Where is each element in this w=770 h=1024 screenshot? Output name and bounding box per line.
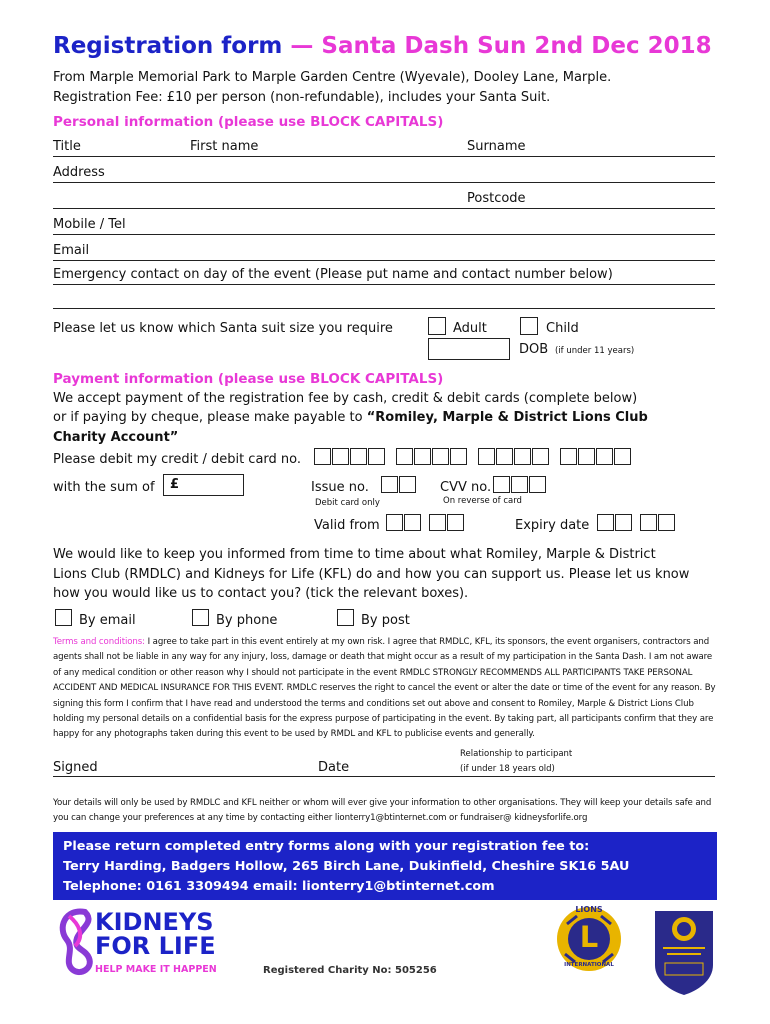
postcode-label: Postcode bbox=[467, 191, 526, 206]
lions-letter: L bbox=[579, 920, 599, 954]
card-digit-box[interactable] bbox=[514, 448, 531, 465]
return-banner bbox=[53, 832, 717, 900]
expiry-date-box[interactable] bbox=[597, 514, 614, 531]
expiry-date-label: Expiry date bbox=[515, 518, 590, 533]
privacy-footnote: Your details will only be used by RMDLC and KFL neither or whom will ever give your information to other organisations. They will keep your details safe and you can change your preferences at any time by contacting either lionterry1@btinternet.com or fundraiser@ kidneysforlife.org bbox=[53, 798, 712, 823]
intro-fee: Registration Fee: £10 per person (non-refundable), includes your Santa Suit. bbox=[53, 90, 551, 105]
email-pref-label: By email bbox=[79, 613, 136, 628]
charity-number: Registered Charity No: 505256 bbox=[263, 965, 437, 976]
kidney-ribbon-icon bbox=[55, 906, 97, 976]
date-label: Date bbox=[318, 760, 350, 775]
adult-checkbox[interactable] bbox=[428, 317, 446, 335]
terms-text: Terms and conditions: I agree to take part in this event entirely at my own risk. I agree that RMDLC, KFL, its sponsors, the event organisers, contractors and agents shall not be liable in any way for any injury, loss, damage or death that might occur as a result of my participation in the Santa Dash. I am not aware of any medical condition or other reason why I should not participate in the event RMDLC STRONGLY RECOMMENDS ALL PARTICIPANTS TAKE PERSONAL ACCIDENT AND MEDICAL INSURANCE FOR THIS EVENT. RMDLC reserves the right to cancel the event or alter the date or time of the event for any reason. By signing this form I confirm that I have read and understood the terms and conditions set out above and consent to Romiley, Marple & District Lions Club holding my personal details on a confidential basis for the express purpose of participating in the event. By taking part, all participants confirm that they are happy for any photographs taken during this event to be used by RMDL and KFL to publicise events and generally. bbox=[53, 637, 716, 740]
post-pref-checkbox[interactable] bbox=[337, 609, 354, 626]
emergency-label: Emergency contact on day of the event (Please put name and contact number below) bbox=[53, 267, 613, 282]
cvv-digit-box[interactable] bbox=[511, 476, 528, 493]
expiry-date-box[interactable] bbox=[615, 514, 632, 531]
issue-note: Debit card only bbox=[315, 498, 380, 508]
child-checkbox[interactable] bbox=[520, 317, 538, 335]
club-crest-logo bbox=[653, 909, 715, 997]
cvv-note: On reverse of card bbox=[443, 496, 522, 506]
suit-question: Please let us know which Santa suit size you require bbox=[53, 321, 393, 336]
card-digit-box[interactable] bbox=[350, 448, 367, 465]
first-name-label: First name bbox=[190, 139, 259, 154]
child-label: Child bbox=[546, 321, 579, 336]
card-digit-box[interactable] bbox=[560, 448, 577, 465]
payment-text-3: Charity Account” bbox=[53, 430, 179, 445]
lions-bottom-text: INTERNATIONAL bbox=[564, 962, 614, 968]
card-digit-box[interactable] bbox=[450, 448, 467, 465]
card-digit-box[interactable] bbox=[478, 448, 495, 465]
title-label: Title bbox=[53, 139, 81, 154]
banner-line-3: Telephone: 0161 3309494 email: lionterry1@btinternet.com bbox=[63, 879, 495, 894]
card-digit-box[interactable] bbox=[314, 448, 331, 465]
cvv-label: CVV no. bbox=[440, 480, 492, 495]
emergency-line-2[interactable] bbox=[53, 308, 715, 309]
postcode-line[interactable] bbox=[53, 208, 715, 209]
card-digit-box[interactable] bbox=[532, 448, 549, 465]
card-digit-box[interactable] bbox=[596, 448, 613, 465]
card-digit-box[interactable] bbox=[578, 448, 595, 465]
card-digit-box[interactable] bbox=[614, 448, 631, 465]
email-pref-checkbox[interactable] bbox=[55, 609, 72, 626]
expiry-date-box[interactable] bbox=[658, 514, 675, 531]
payment-text-2: or if paying by cheque, please make payable to “Romiley, Marple & District Lions Club bbox=[53, 410, 648, 425]
issue-label: Issue no. bbox=[311, 480, 369, 495]
phone-pref-label: By phone bbox=[216, 613, 278, 628]
card-digit-box[interactable] bbox=[432, 448, 449, 465]
relationship-note: (if under 18 years old) bbox=[460, 764, 555, 774]
dob-label: DOB bbox=[519, 342, 549, 357]
intro-route: From Marple Memorial Park to Marple Garden Centre (Wyevale), Dooley Lane, Marple. bbox=[53, 70, 612, 85]
contact-text-1: We would like to keep you informed from time to time about what Romiley, Marple & District bbox=[53, 547, 656, 562]
sum-label: with the sum of bbox=[53, 480, 155, 495]
signature-line[interactable] bbox=[53, 776, 715, 777]
valid-from-box[interactable] bbox=[404, 514, 421, 531]
email-label: Email bbox=[53, 243, 90, 258]
lions-logo bbox=[555, 904, 623, 974]
contact-text-3: how you would like us to contact you? (tick the relevant boxes). bbox=[53, 586, 469, 601]
kfl-line-2: FOR LIFE bbox=[95, 932, 216, 960]
cvv-digit-box[interactable] bbox=[529, 476, 546, 493]
valid-from-box[interactable] bbox=[429, 514, 446, 531]
banner-line-2: Terry Harding, Badgers Hollow, 265 Birch Lane, Dukinfield, Cheshire SK16 5AU bbox=[63, 859, 630, 874]
dob-note: (if under 11 years) bbox=[555, 346, 635, 356]
card-digit-box[interactable] bbox=[414, 448, 431, 465]
issue-digit-box[interactable] bbox=[381, 476, 398, 493]
club-crest-icon bbox=[653, 909, 715, 997]
personal-heading: Personal information (please use BLOCK CAPITALS) bbox=[53, 114, 444, 130]
valid-from-box[interactable] bbox=[386, 514, 403, 531]
payment-heading: Payment information (please use BLOCK CAPITALS) bbox=[53, 371, 444, 387]
address-line[interactable] bbox=[53, 182, 715, 183]
page-title: Registration form — Santa Dash Sun 2nd Dec 2018 bbox=[53, 33, 712, 59]
banner-line-1: Please return completed entry forms along with your registration fee to: bbox=[63, 839, 590, 854]
kfl-line-1: KIDNEYS bbox=[95, 908, 214, 936]
lions-top-text: LIONS bbox=[575, 905, 603, 914]
issue-digit-box[interactable] bbox=[399, 476, 416, 493]
relationship-label: Relationship to participant bbox=[460, 749, 573, 759]
email-line[interactable] bbox=[53, 260, 715, 261]
name-line[interactable] bbox=[53, 156, 715, 157]
cvv-digit-box[interactable] bbox=[493, 476, 510, 493]
valid-from-label: Valid from bbox=[314, 518, 380, 533]
kfl-tagline: HELP MAKE IT HAPPEN bbox=[95, 964, 217, 975]
phone-pref-checkbox[interactable] bbox=[192, 609, 209, 626]
emergency-line-1[interactable] bbox=[53, 284, 715, 285]
contact-text-2: Lions Club (RMDLC) and Kidneys for Life (KFL) do and how you can support us. Please let us know bbox=[53, 567, 690, 582]
mobile-label: Mobile / Tel bbox=[53, 217, 126, 232]
adult-label: Adult bbox=[453, 321, 487, 336]
card-digit-box[interactable] bbox=[396, 448, 413, 465]
post-pref-label: By post bbox=[361, 613, 410, 628]
card-digit-box[interactable] bbox=[368, 448, 385, 465]
dob-field[interactable] bbox=[428, 338, 510, 360]
expiry-date-box[interactable] bbox=[640, 514, 657, 531]
address-label: Address bbox=[53, 165, 105, 180]
payment-text-1: We accept payment of the registration fee by cash, credit & debit cards (complete below) bbox=[53, 391, 638, 406]
valid-from-box[interactable] bbox=[447, 514, 464, 531]
signed-label: Signed bbox=[53, 760, 98, 775]
debit-label: Please debit my credit / debit card no. bbox=[53, 452, 302, 467]
kidneys-for-life-logo bbox=[55, 906, 245, 982]
card-digit-box[interactable] bbox=[332, 448, 349, 465]
card-digit-box[interactable] bbox=[496, 448, 513, 465]
currency-symbol: £ bbox=[170, 477, 180, 492]
surname-label: Surname bbox=[467, 139, 526, 154]
mobile-line[interactable] bbox=[53, 234, 715, 235]
